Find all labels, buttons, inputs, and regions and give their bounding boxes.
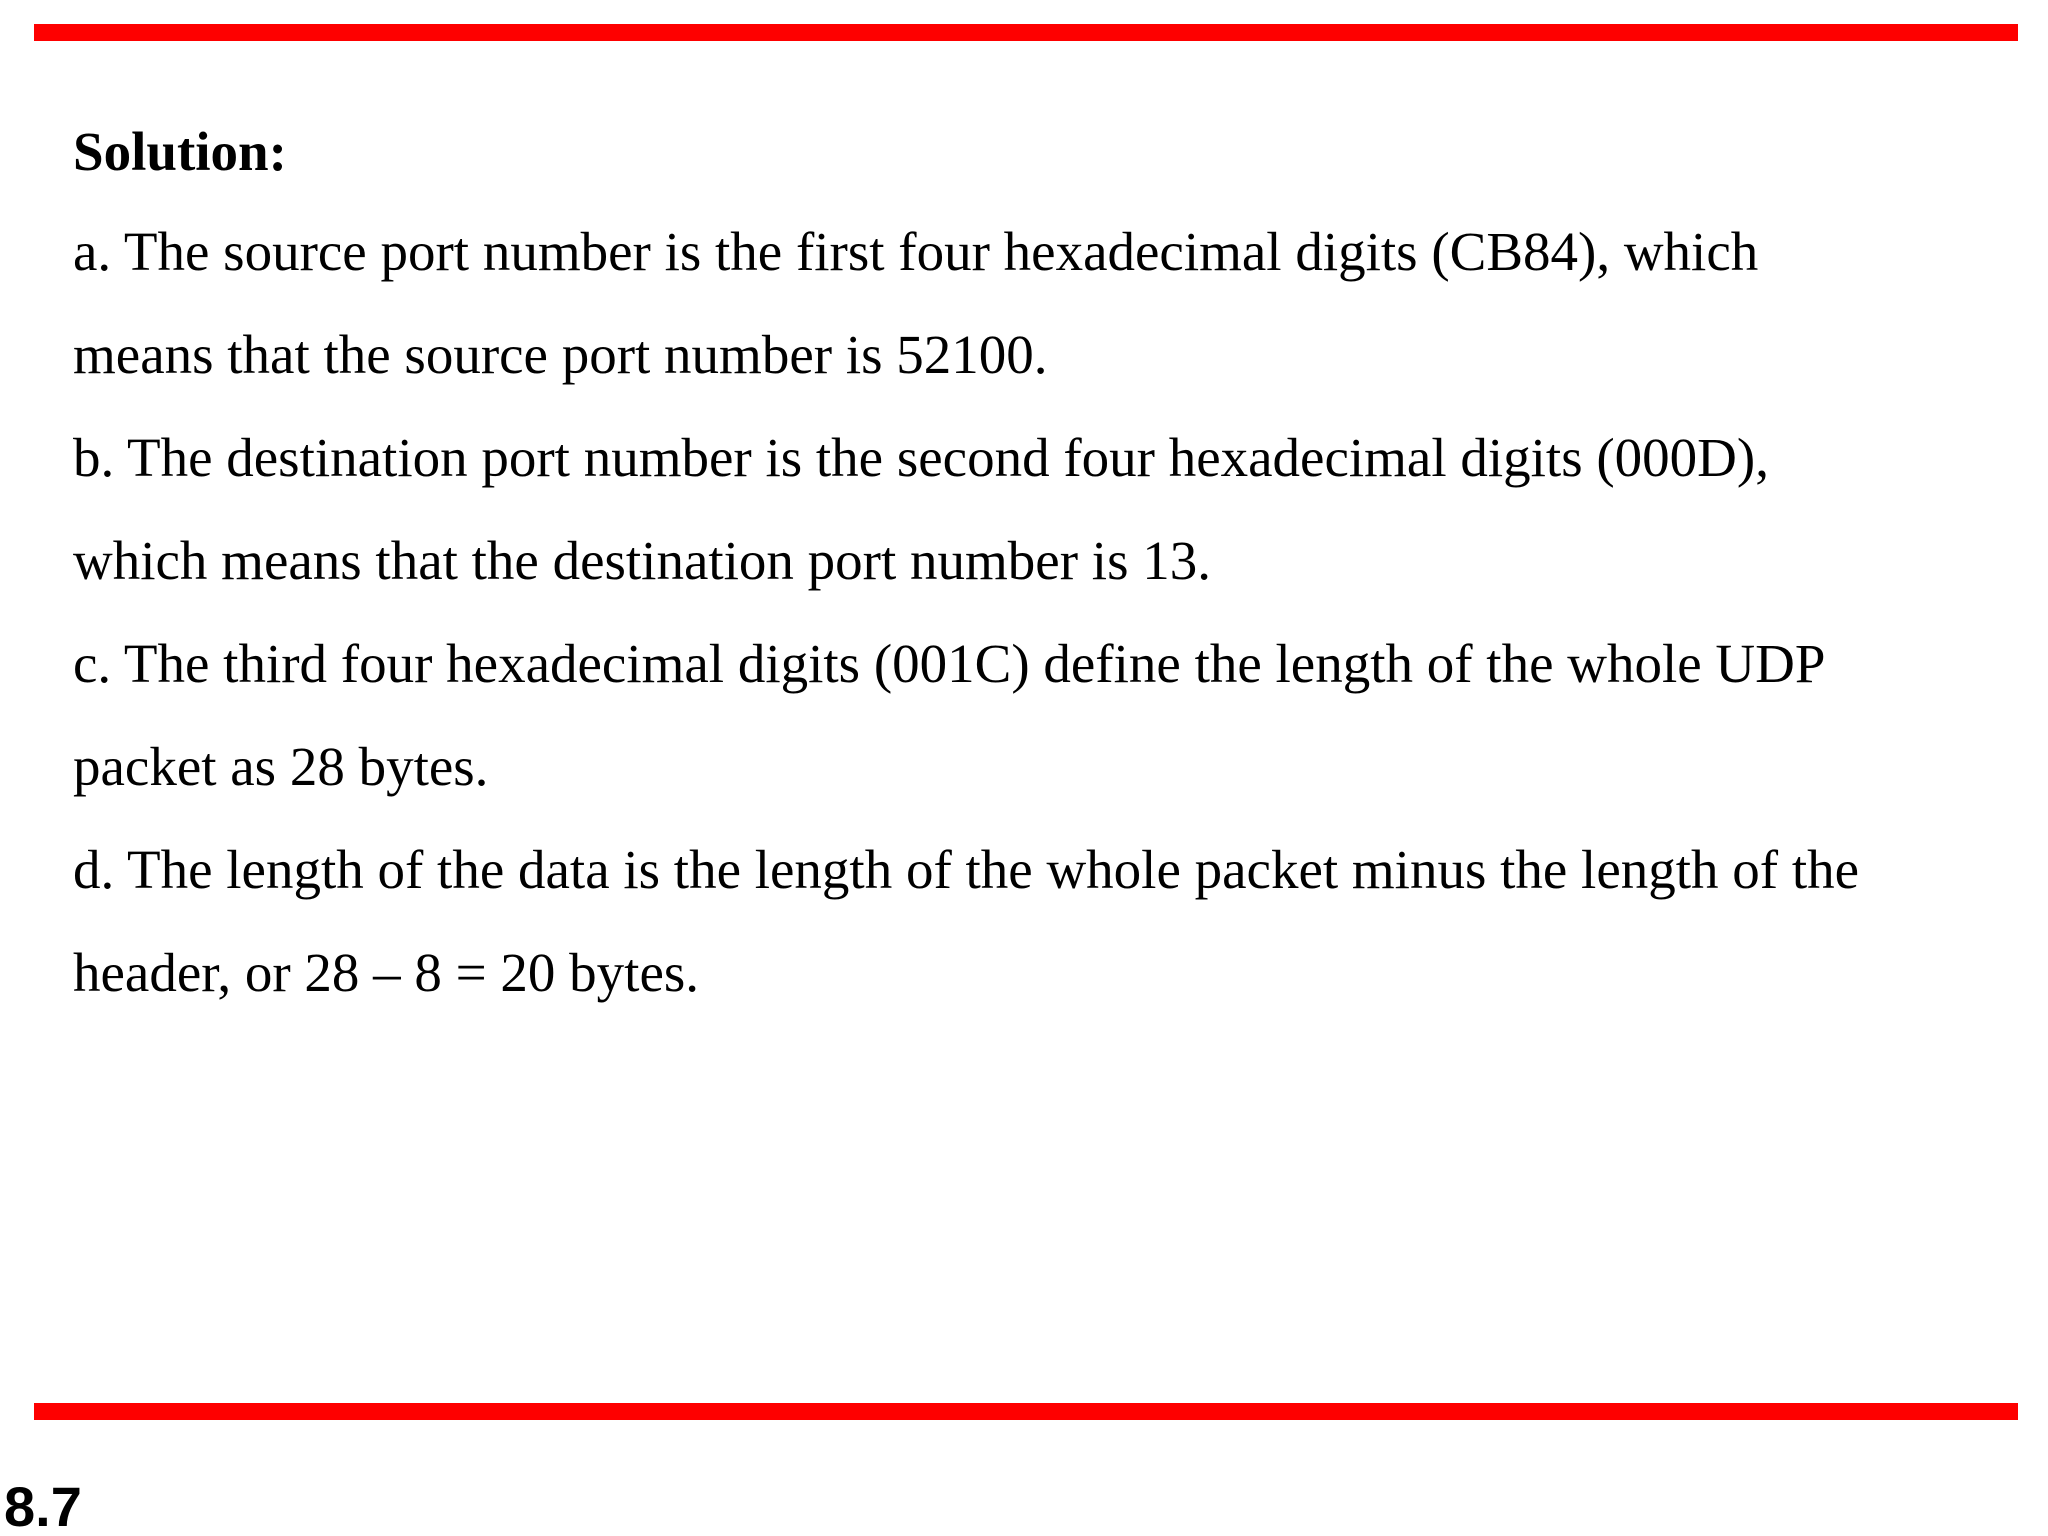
solution-heading: Solution: [73,121,287,182]
answer-c-line-1: c. The third four hexadecimal digits (001C) define the length of the whole UDP [73,633,1826,694]
answer-d-line-1: d. The length of the data is the length of the whole packet minus the length of the [73,839,1860,900]
answer-b [73,406,1993,612]
slide-content [73,118,1993,1024]
bottom-red-rule [34,1403,2018,1420]
answer-b-line-1: b. The destination port number is the second four hexadecimal digits (000D), [73,427,1769,488]
answer-d-line-2: header, or 28 – 8 = 20 bytes. [73,942,700,1003]
answer-d [73,818,1993,1024]
answer-a-line-1: a. The source port number is the first four hexadecimal digits (CB84), which [73,221,1759,282]
answer-a-line-2: means that the source port number is 52100. [73,324,1048,385]
answer-b-line-2: which means that the destination port number is 13. [73,530,1211,591]
page-number: 8.7 [4,1475,82,1536]
answer-c [73,612,1993,818]
answer-a [73,200,1993,406]
top-red-rule [34,24,2018,41]
answer-c-line-2: packet as 28 bytes. [73,736,489,797]
